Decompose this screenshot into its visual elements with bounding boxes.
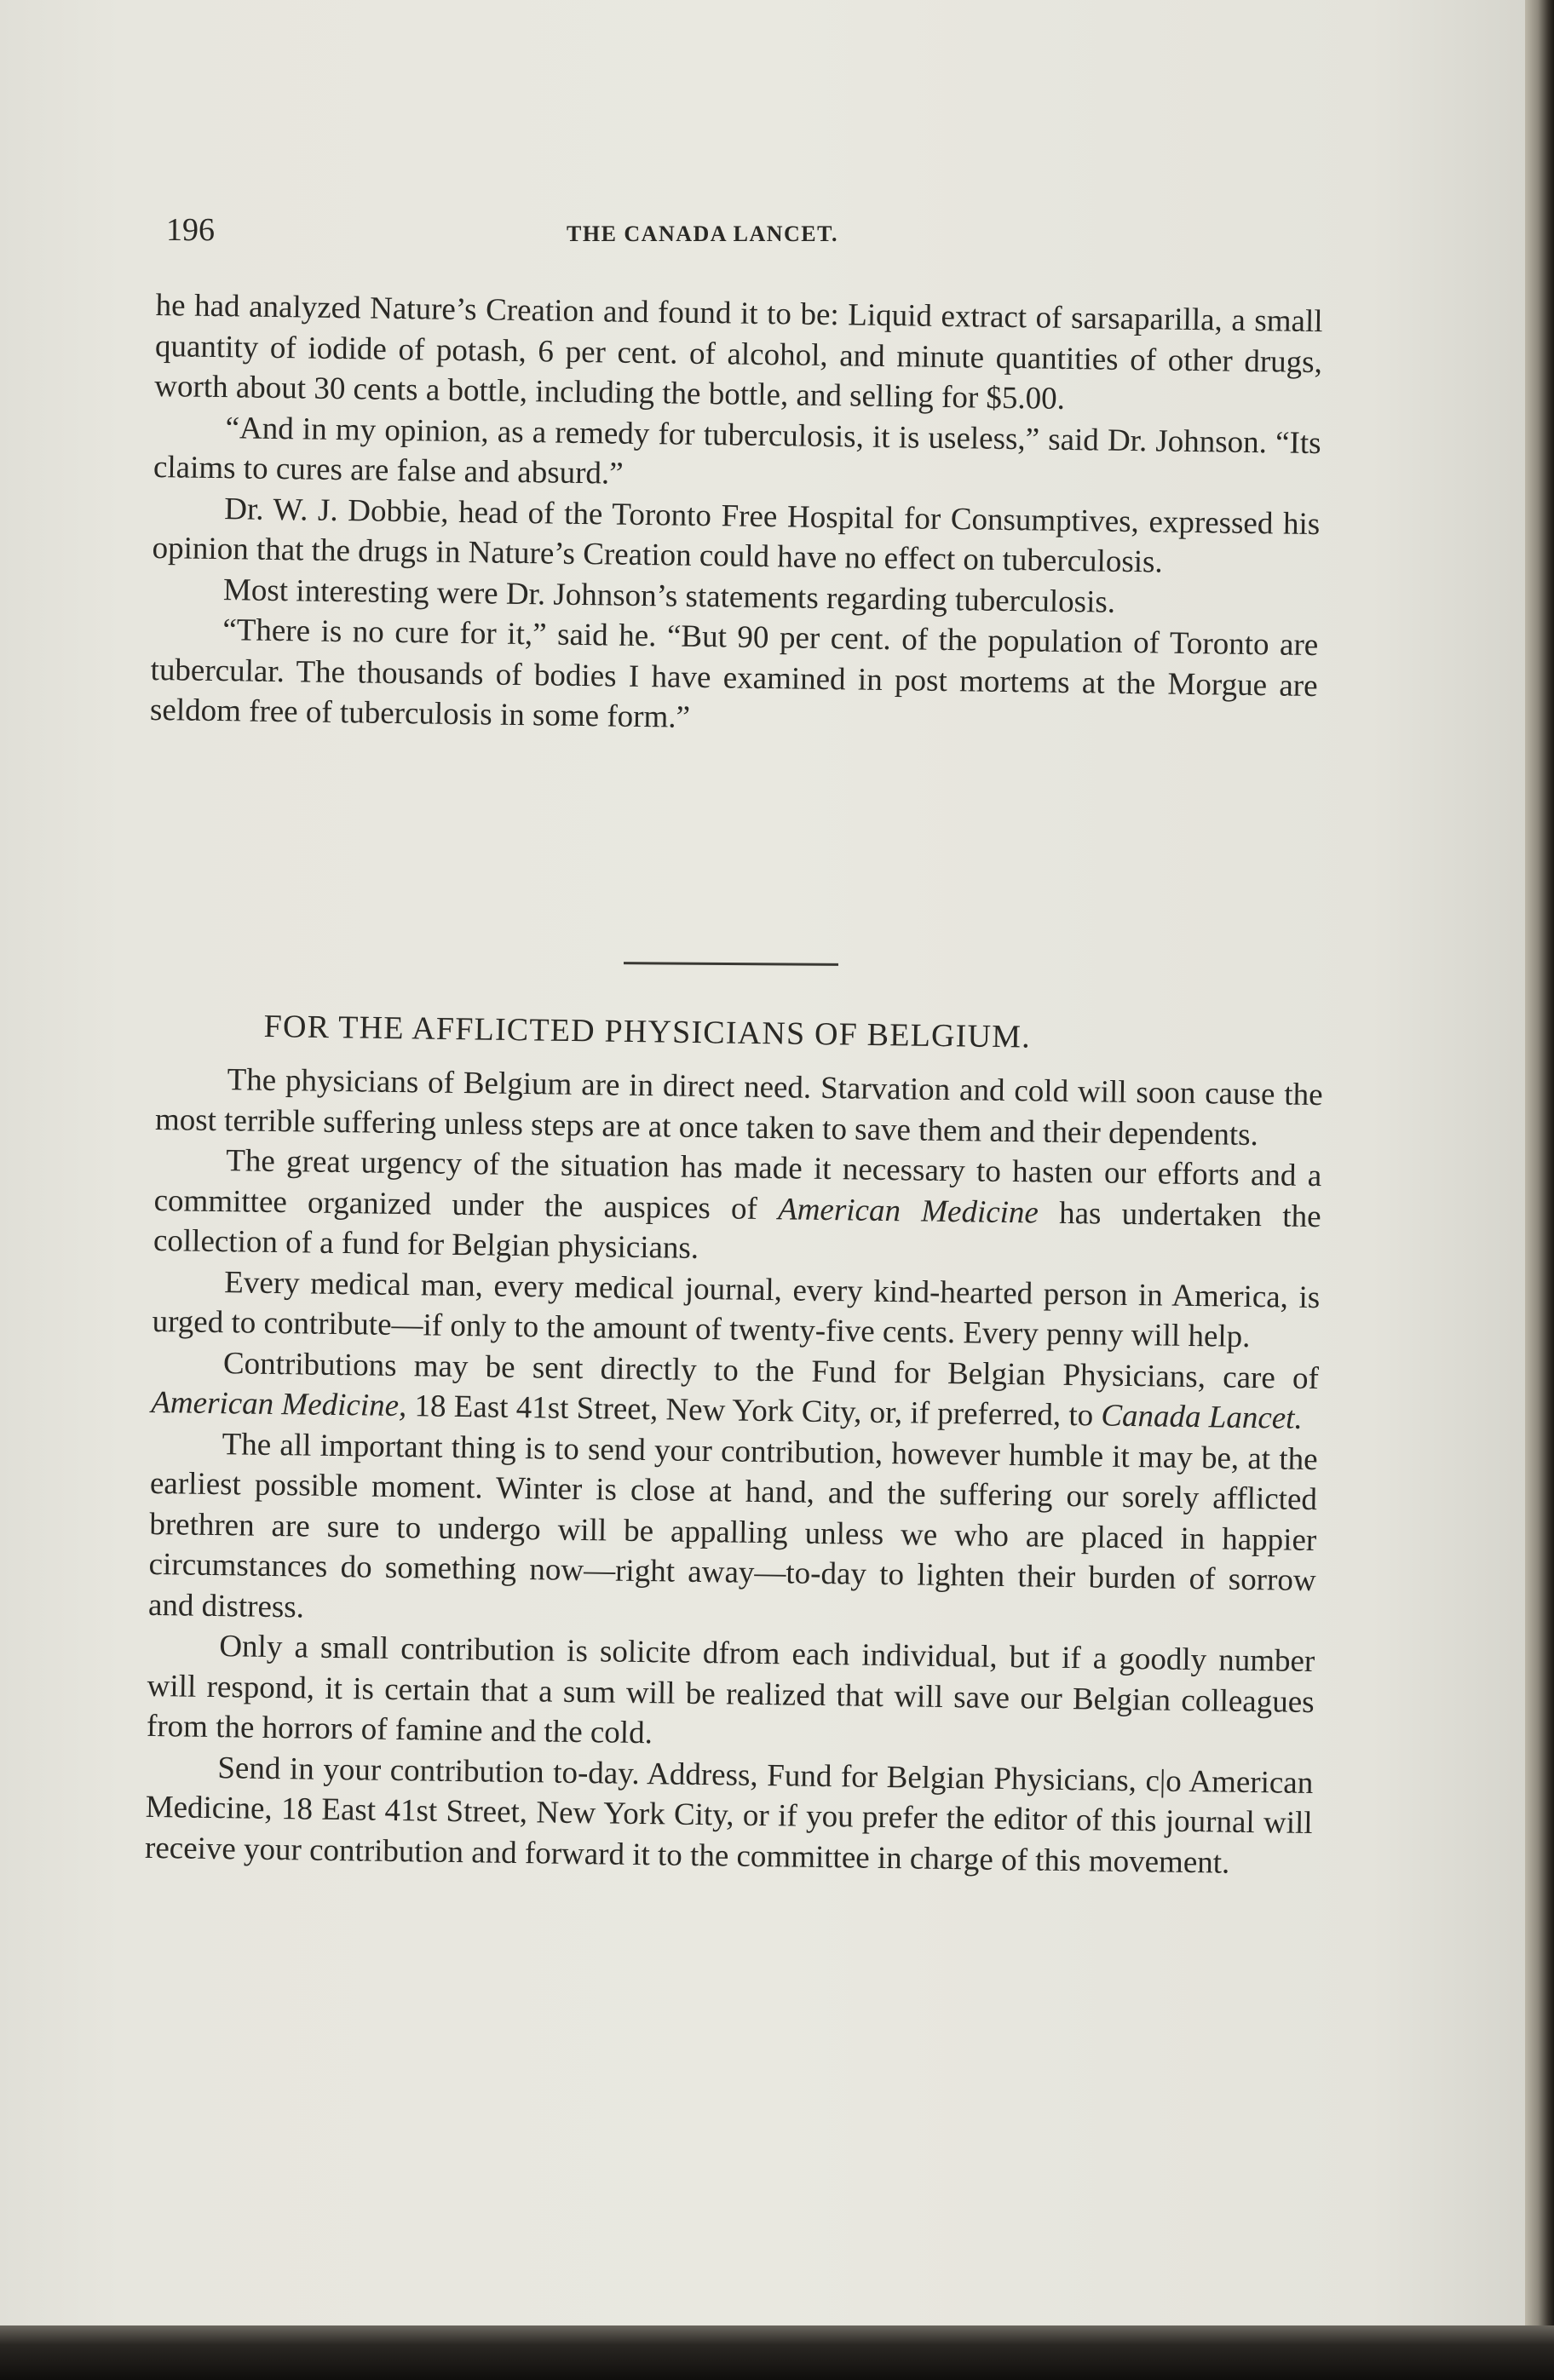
paragraph: “And in my opinion, as a remedy for tuberculosis, it is useless,” said Dr. Johnson. “Its claims to cures are false and absurd.” [153,410,1321,492]
paragraph: Most interesting were Dr. Johnson’s statements regarding tuberculosis. [222,572,1116,620]
paragraph: Every medical man, every medical journal, every kind-hearted person in America, is urged to contribute—if only to the amount of twenty-five cents. Every penny will help. [152,1264,1321,1354]
scan-bottom-shadow [0,2325,1554,2380]
paragraph: Contributions may be sent directly to the Fund for Belgian Physicians, care of American Medicine, 18 East 41st Street, New York City, or, if preferred, to Canada Lancet. [151,1345,1320,1436]
running-head: THE CANADA LANCET. [567,221,839,246]
paragraph: Only a small contribution is solicite dfrom each individual, but if a goodly number will respond, it is certain that a sum will be realized that will save our Belgian colleagues from the horrors of famine and the cold. [146,1629,1315,1751]
book-spine-edge [1525,0,1554,2380]
paragraph: Send in your contribution to-day. Address, Fund for Belgian Physicians, c|o American Medicine, 18 East 41st Street, New York City, or if you prefer the editor of this journal will receive your contribution and forward it to the committee in charge of this movement. [144,1750,1314,1881]
paragraph: “There is no cure for it,” said he. “But 90 per cent. of the population of Toronto are tubercular. The thousands of bodies I have examined in post mortems at the Morgue are seldom free of tuberculosis in some form.” [149,612,1319,735]
section-heading: FOR THE AFFLICTED PHYSICIANS OF BELGIUM. [263,1008,1032,1055]
article-belgium [145,1059,1323,1884]
paragraph: he had analyzed Nature’s Creation and found it to be: Liquid extract of sarsaparilla, a small quantity of iodide of potash, 6 per cent. of alcohol, and minute quantities of other drugs, worth about 30 cents a bottle, including the bottle, and selling for $5.00. [154,287,1323,417]
article-continuation [150,285,1323,747]
paragraph: Dr. W. J. Dobbie, head of the Toronto Free Hospital for Consumptives, expressed his opinion that the drugs in Nature’s Creation could have no effect on tuberculosis. [152,491,1321,580]
paragraph: The all important thing is to send your contribution, however humble it may be, at the earliest possible moment. Winter is close at hand, and the suffering our sorely afflicted brethren are sure to undergo will be appalling unless we who are placed in happier circumstances do something now—right away—to-day to lighten their burden of sorrow and distress. [147,1426,1318,1624]
page-number: 196 [166,212,215,248]
paragraph: The physicians of Belgium are in direct need. Starvation and cold will soon cause the most terrible suffering unless steps are at once taken to save them and their dependents. [154,1062,1323,1153]
paragraph: The great urgency of the situation has made it necessary to hasten our efforts and a committee organized under the auspices of American Medicine has undertaken the collection of a fund for Belgian physicians. [153,1143,1322,1266]
